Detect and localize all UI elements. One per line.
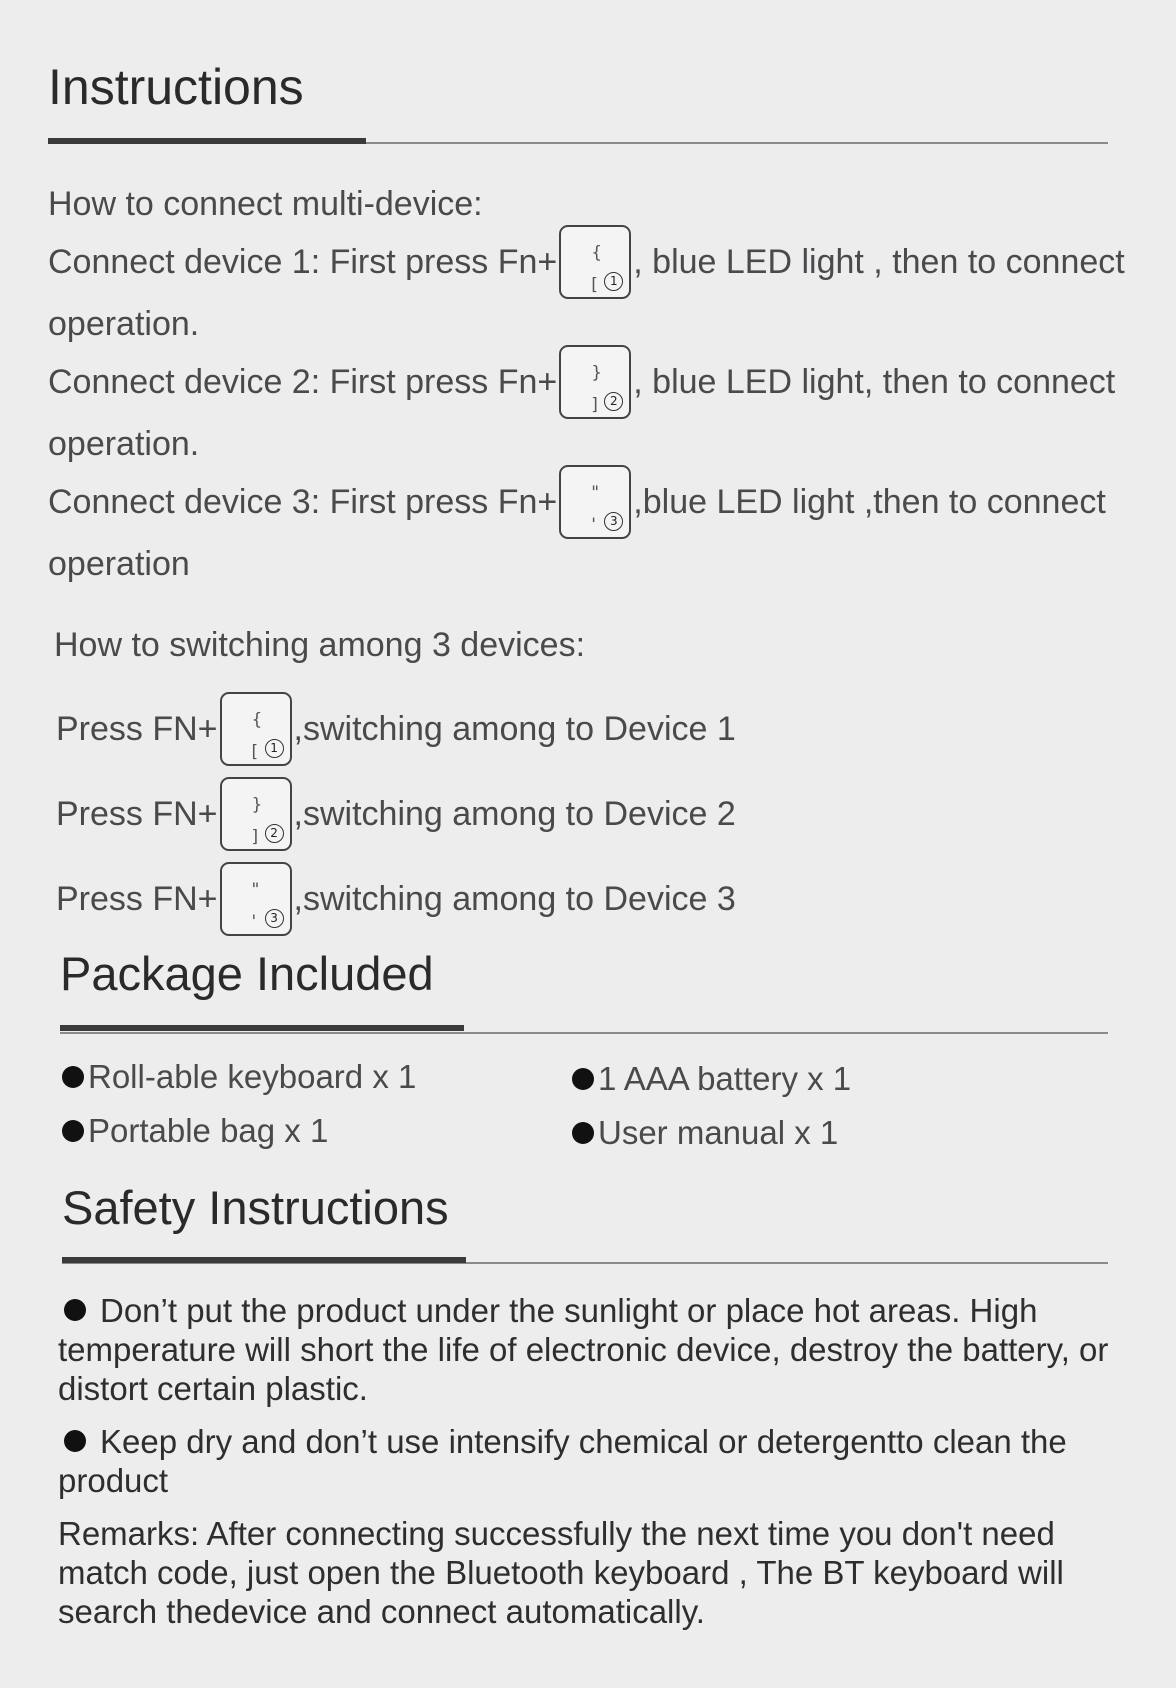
connect-step-1-continuation: operation.	[48, 305, 200, 344]
remarks: Remarks: After connecting successfully the next time you don't need match code, just open the Bluetooth keyboard , The BT keyboard will search thedevice and connect automatically.	[58, 1515, 1064, 1630]
switch-step-2: Press FN+ } ] 2 ,switching among to Device 2	[56, 777, 736, 851]
package-item: User manual x 1	[572, 1114, 838, 1152]
bullet-icon	[62, 1120, 84, 1142]
quote-key-3-icon: " ' 3	[559, 465, 631, 539]
switch-step-3: Press FN+ " ' 3 ,switching among to Device 3	[56, 862, 736, 936]
connect-step-1: Connect device 1: First press Fn+ { [ 1 , blue LED light , then to connect	[48, 225, 1125, 299]
switch-heading: How to switching among 3 devices:	[54, 626, 586, 665]
safety-bullet: Don’t put the product under the sunlight or place hot areas. High temperature will short the life of electronic device, destroy the battery, or distort certain plastic.	[58, 1292, 1109, 1407]
package-item: 1 AAA battery x 1	[572, 1060, 851, 1098]
bullet-icon	[64, 1430, 86, 1452]
package-title: Package Included	[60, 947, 434, 1000]
bullet-icon	[64, 1299, 86, 1321]
safety-bullet: Keep dry and don’t use intensify chemical or detergentto clean the product	[58, 1423, 1067, 1499]
safety-rule-accent	[62, 1257, 466, 1263]
connect-step-2-continuation: operation.	[48, 425, 200, 464]
quote-key-3-icon: " ' 3	[220, 862, 292, 936]
switch-step-1: Press FN+ { [ 1 ,switching among to Device 1	[56, 692, 736, 766]
connect-heading: How to connect multi-device:	[48, 185, 483, 224]
connect-step-3-continuation: operation	[48, 545, 190, 584]
package-item: Portable bag x 1	[62, 1112, 328, 1150]
safety-title: Safety Instructions	[62, 1181, 449, 1234]
bracket-key-1-icon: { [ 1	[220, 692, 292, 766]
bracket-key-1-icon: { [ 1	[559, 225, 631, 299]
package-rule-accent	[60, 1025, 464, 1031]
package-item: Roll-able keyboard x 1	[62, 1058, 416, 1096]
connect-step-3: Connect device 3: First press Fn+ " ' 3 ,blue LED light ,then to connect	[48, 465, 1106, 539]
instructions-rule-accent	[48, 138, 366, 144]
bullet-icon	[572, 1122, 594, 1144]
bracket-key-2-icon: } ] 2	[559, 345, 631, 419]
bullet-icon	[62, 1066, 84, 1088]
instructions-title: Instructions	[48, 59, 304, 115]
bullet-icon	[572, 1068, 594, 1090]
package-rule	[60, 1032, 1108, 1034]
connect-step-2: Connect device 2: First press Fn+ } ] 2 , blue LED light, then to connect	[48, 345, 1115, 419]
bracket-key-2-icon: } ] 2	[220, 777, 292, 851]
